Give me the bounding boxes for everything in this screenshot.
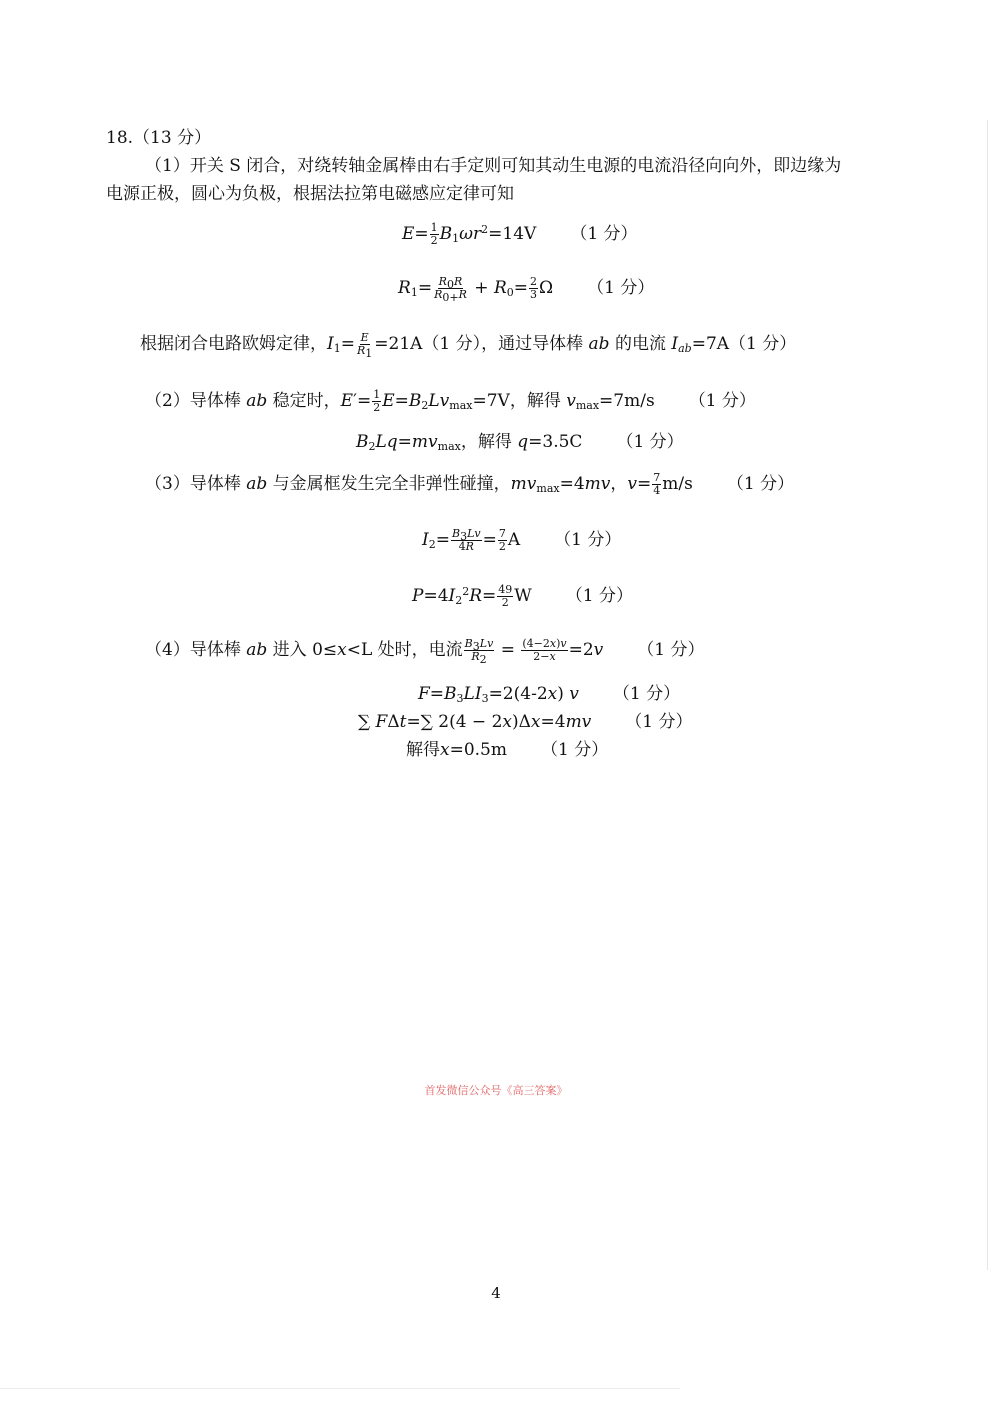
equation-solution: 解得x=0.5m （1 分） [406, 740, 609, 760]
part3-prefix: （3）导体棒 [145, 474, 241, 494]
charge-solve: ，解得 [460, 432, 512, 452]
scan-bottom-line [0, 1388, 680, 1389]
sum-mid: =∑ 2(4 − 2 [406, 712, 503, 732]
page-number: 4 [491, 1284, 501, 1302]
score-label: （1 分） [554, 530, 622, 550]
equation-impulse-sum: ∑ FΔt=∑ 2(4 − 2x)Δx=4mv （1 分） [358, 712, 693, 732]
score-label: （1 分） [565, 586, 634, 606]
score-label: （1 分） [570, 224, 638, 244]
force-eq: =2(4-2 [488, 684, 548, 704]
score-label: （1 分） [612, 684, 681, 704]
power-unit: W [514, 586, 532, 606]
ohm-prefix: 根据闭合电路欧姆定律， [140, 334, 327, 354]
equation-ohm-line: 根据闭合电路欧姆定律，$I_1=$ $\frac{E}{R_1}$ =21A（1 分），通过导体棒 ab 的电流 $I_{ab}=7A(1$ 分） [140, 331, 797, 360]
equation-emf: E= $\frac{1}{2}$ $B_1\omega r^2=14V$ （1 分） [402, 221, 638, 247]
question-heading: 18.（13 分） [106, 128, 212, 148]
equation-power: $P=4I_2^2R=$ $\frac{49}{2}$ W （1 分） [412, 583, 634, 609]
score-label: （1 分） [587, 278, 655, 298]
part2-mid: 稳定时， [272, 391, 341, 411]
equation-resistance: $R_1=$ $\frac{R_0R}{R_{0+}R}$ + $R_0=$ $\frac{2}{3}$ Ω （1 分） [398, 275, 655, 304]
solve-label: 解得 [406, 740, 440, 760]
equation-force: $F=B_3LI_3=2(4-2x)$ v （1 分） [418, 684, 681, 705]
part4-line: （4）导体棒 ab 进入 0≤x<L 处时，电流 $\frac{B_3Lv}{R_2}$ = $\frac{(4-2x)v}{2-x}$ =2v （1 分） [145, 637, 705, 666]
equation-current-i2: $I_2=$ $\frac{B_3Lv}{4R}$ = $\frac{7}{2}$ A （1 分） [422, 527, 622, 553]
score-label: （1 分） [688, 391, 756, 411]
part4-mid: 进入 0≤ [272, 640, 338, 660]
ohm-mid2: 的电流 [614, 334, 666, 354]
part2-charge-line: $B_2Lq=mv_{max}$，解得 q=3.5C （1 分） [356, 432, 684, 453]
part4-end: =2 [568, 640, 594, 660]
solve-value: =0.5m [449, 740, 507, 760]
part2-end: =7m/s [599, 391, 655, 411]
part3-eq: =4 [559, 474, 585, 494]
watermark-text: 首发微信公众号《高三答案》 [424, 1084, 568, 1097]
part1-text-line2: 电源正极，圆心为负极，根据法拉第电磁感应定律可知 [106, 184, 514, 204]
ohm-end: =7A（1 分） [691, 334, 797, 354]
sum-end: )Δ [511, 712, 531, 732]
score-label: （1 分） [625, 712, 693, 732]
score-label: （1 分） [637, 640, 705, 660]
part2-line: （2）导体棒 ab 稳定时，E′= $\frac{1}{2}$ $E=B_2Lv_{max}=7V$，解得 $v_{max}=7m/s$ （1 分） [145, 388, 756, 414]
part4-prefix: （4）导体棒 [145, 640, 241, 660]
ohm-mid: =21A（1 分），通过导体棒 [374, 334, 584, 354]
part4-mid2: <L 处时，电流 [346, 640, 463, 660]
part2-prefix: （2）导体棒 [145, 391, 241, 411]
score-label: （1 分） [616, 432, 684, 452]
charge-value: =3.5C [528, 432, 583, 452]
part1-text-line1: （1）开关 S 闭合，对绕转轴金属棒由右手定则可知其动生电源的电流沿径向向外，即边缘为 [145, 156, 842, 176]
part2-eq: =7V，解得 [472, 391, 561, 411]
part3-line: （3）导体棒 ab 与金属框发生完全非弹性碰撞，$mv_{max}=4mv$，v= $\frac{7}{4}$ m/s （1 分） [145, 471, 795, 497]
part3-velocity-unit: m/s [662, 474, 693, 494]
score-label: （1 分） [726, 474, 795, 494]
score-label: （1 分） [541, 740, 609, 760]
part3-mid: 与金属框发生完全非弹性碰撞， [272, 474, 511, 494]
